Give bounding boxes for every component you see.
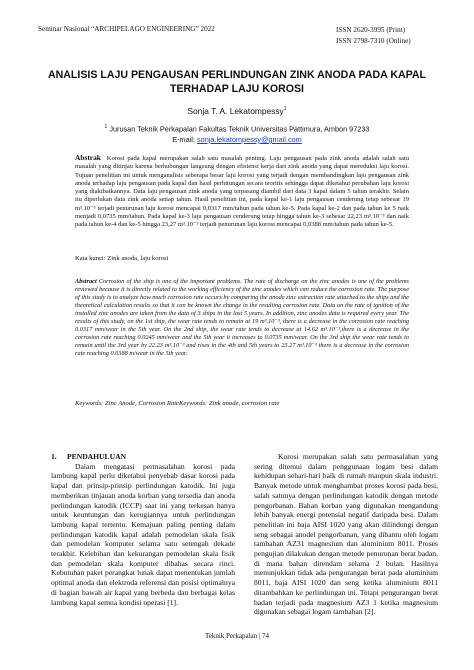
abstract-indonesian (75, 154, 409, 229)
abstract-en-label: Abstract (75, 278, 97, 285)
email-link[interactable]: sonja.lekatompessy@gmail.com (196, 134, 302, 144)
keywords-en-text: Zinc Anode, Corrosion RateKeywords: Zink anode, corrosion rate (104, 400, 280, 407)
paper-title-line-1: ANALISIS LAJU PENGAUSAN PERLINDUNGAN ZINK ANODA PADA KAPAL (47, 69, 427, 81)
keywords-label: Kata kunci: (75, 255, 106, 262)
issn-print: ISSN 2620-3995 (Print) (336, 26, 406, 34)
section-number: 1. (51, 452, 57, 461)
running-header-issn (336, 25, 411, 47)
body-paragraph-right: Korosi merupakan salah satu permasalahan yang sering ditemui dalam penggunaan logam besi dalam kehidupan sehari-hari baik di rumah maupun skala industri. Banyak metode untuk menghambat proses korosi pada besi, salah satunya dengan perlindungan katodik dengan metode pengorbanan. Bahan korban yang digunakan mengandung lebih banyak energi potensial negatif daripada besi. Dalam penelitian ini baja AISI 1020 yang akan dilindungi dengan seng sebagai anodel pengorbanan, yang dibantu oleh logam tambahan AZ31 magnesium dan aluminium 8011. Proses pengujian dilakukan dengan metode penurunan berat badan, di mana bahan direndam selama 2 bulan. Hasilnya menunjukkan tidak ada pengurangan berat pada aluminium 8011, baja AISI 1020 dan seng ketika aluminium 8011 ditambahkan ke perlindungan ini. Tetapi pengurangan berat badan terjadi pada magnesium AZ3 1 ketika magnesium digunakan sebagai logam tambahan [2]. (254, 452, 438, 617)
affiliation-text: Jurusan Teknik Perkapalan Fakultas Teknik Universitas Pattimura, Ambon 97233 (109, 124, 370, 134)
paper-title (30, 68, 444, 96)
abstract-english (75, 278, 409, 358)
affiliation-superscript: 1 (104, 124, 108, 130)
author-line (30, 106, 444, 116)
body-column-right (254, 452, 438, 617)
abstract-label: Abstrak (75, 153, 101, 162)
paper-title-line-2: TERHADAP LAJU KOROSI (169, 83, 304, 95)
abstract-en-text: Corrosion of the ship is one of the important problems. The rate of discharge on the zinc anodes is one of the problems reviewed because it is directly related to the working efficiency of the zinc anodes which can reduce the corrosion rate. The purpose of this study is to analyze how much corrosion rate occurs by comparing the anode zinc extraction rate attached to the ships and the theoretical calculation results so that it can be known the change in the resulting corrosion rate. Data on the rate of ignition of the installed zinc anodes are taken from the data of 3 ships in the last 5 years. In addition, zinc anodes data is required every year. The results of this study, on the 1st ship, the wear rate tends to remain at 19 m³.10⁻³, there is a decrease in the corrosion rate reaching 0.0317 mm/wear in the 5th year. On the 2nd ship, the wear rate tends to decrease at 14.62 m³.10⁻³,there is a decrease in the corrosion rate reaching 0.0245 mm/wear and the 5th year it increases to 0.0735 mm/wear. On the 3rd ship the wear rate tends to remain until the 3rd year by 22.23 m³.10⁻³ and rises in the 4th and 5th years to 23.27 m³.10⁻³ there is a decrease in the corrosion rate reaching 0.0388 m/wear in the 5th year. (75, 278, 410, 357)
email-line (30, 135, 444, 146)
section-title: PENDAHULUAN (67, 452, 127, 461)
abstract-text: Korosi pada kapal merupakan salah satu masalah penting. Laju pengausan pada zink anoda adalah salah satu masalah yang ditinjau karena berhubungan langsung dengan efisiensi kerja dari zink anoda yang dapat mereduksi laju korosi. Tujuan penelitian ini untuk menganalisis seberapa besar laju korosi yang terjadi dengan membandingkan laju pengausan zink anoda terhadap laju pengausan pada kapal dan hasil perhitungan secara teoritis sehingga dapat diketahui perubahan laju korosi yang diakibatkannya. Data laju pengausan zink anoda yang terpasang diambil dari data 3 kapal dalam 5 tahun terakhir. Selain itu diperlukan data zink anoda setiap tahun. Hasil penelitian ini, pada kapal ke-1 laju pengausan cenderung tetap sebesar 19 m³.10⁻³ terjadi penurunan laju korosi mencapai 0,0317 mm/tahun pada tahun ke-5. Pada kapal ke-2 dan pada tahun ke 5 naik menjadi 0,0735 mm/tahun. Pada kapal ke-3 laju pengausan cenderung tetap hingga tahun ke-3 sebesar 22,23 m³.10⁻³ dan naik pada tahun ke-4 dan ke-5 hingga 23,27 m³.10⁻³ terjadi penurunan laju korosi mencapai 0,0388 mm/tahun pada tahun ke-5. (75, 155, 410, 228)
keywords-text: Zink anoda, laju korosi (107, 255, 169, 262)
affiliation-block (30, 122, 444, 145)
email-label: E-mail: (172, 134, 197, 144)
keywords-indonesian (75, 255, 168, 262)
keywords-english (75, 400, 279, 407)
body-paragraph-left: Dalam mengatasi permasalahan korosi pada lambung kapal perlu diketahui penyebab dasar korosi pada kapal dan prinsip-prinsip perlindungan katodik. Ini juga memberikan tinjauan anoda korban yang tersedia dan anoda perlindungan katodik (ICCP) saat ini yang terkesan hanya untuk keuntungan dan kerugiannya untuk perlindungan lambung kapal tertentu. Kemajuan paling penting dalam perlindungan katodik kapal adalah pemodelan skala fisik dan pemodelan komputer selama satu setengah dekade terakhir. Kelebihan dan kekurangan pemodelan skala fisik dan pemodelan skala komputer dibahas secara rinci. Kebutuhan paket perangkat lunak dapat menentukan jumlah optimal anoda dan elektroda referensi dan posisi optimalnya di bagian bawah air kapal yang berbeda dan berbagai kelas lambung kapal semua kondisi operasi [1]. (51, 461, 235, 607)
issn-online: ISSN 2798-7310 (Online) (336, 37, 411, 45)
section-heading (51, 452, 235, 462)
page-footer: Teknik Perkapalan | 74 (204, 632, 270, 640)
author-superscript: 1 (283, 106, 287, 113)
body-column-left (51, 452, 235, 607)
keywords-en-label: Keywords: (75, 400, 104, 407)
running-header-seminar: Seminar Nasional “ARCHIPELAGO ENGINEERING” 2022 (38, 25, 215, 33)
affiliation (30, 122, 444, 135)
author-name: Sonja T. A. Lekatompessy (187, 106, 284, 116)
